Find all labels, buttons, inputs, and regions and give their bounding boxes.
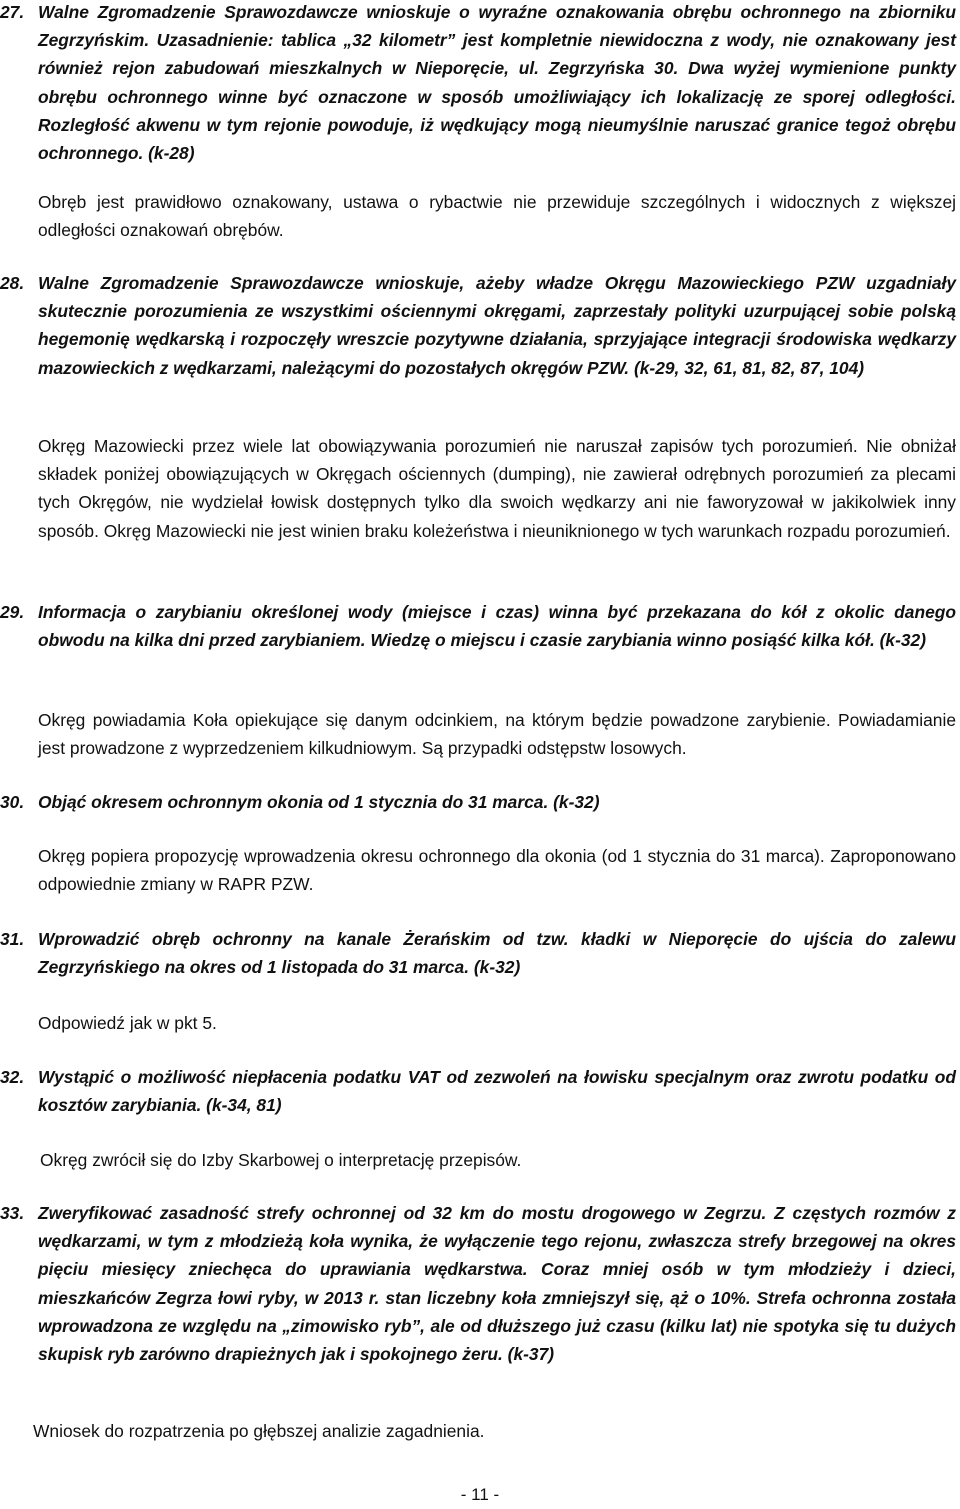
item-answer: Okręg zwrócił się do Izby Skarbowej o interpretację przepisów. <box>40 1150 522 1170</box>
item-answer: Okręg Mazowiecki przez wiele lat obowiązywania porozumień nie naruszał zapisów tych porozumień. Nie obniżał składek poniżej obowiązujących w Okręgach ościennych (dumping), nie zawierał odrębnych porozumień za plecami tych Okręgów, nie wydzielał łowisk dostępnych tylko dla swoich wędkarzy ani nie faworyzował w jakikolwiek inny sposób. Okręg Mazowiecki nie jest winien braku koleżeństwa i nieuniknionego w tych warunkach rozpadu porozumień. <box>38 436 956 541</box>
item-number: 31. <box>0 929 25 949</box>
item-number: 33. <box>0 1203 25 1223</box>
item-question: Wystąpić o możliwość niepłacenia podatku VAT od zezwoleń na łowisku specjalnym oraz zwrotu podatku od kosztów zarybiania. (k-34, 81) <box>38 1067 956 1116</box>
item-answer: Obręb jest prawidłowo oznakowany, ustawa o rybactwie nie przewiduje szczególnych i widocznych z większej odległości oznakowań obrębów. <box>38 192 956 241</box>
item-question: Wprowadzić obręb ochronny na kanale Żerańskim od tzw. kładki w Nieporęcie do ujścia do zalewu Zegrzyńskiego na okres od 1 listopada do 31 marca. (k-32) <box>38 929 956 978</box>
page-number: - 11 - <box>460 1485 500 1504</box>
item-question: Objąć okresem ochronnym okonia od 1 stycznia do 31 marca. (k-32) <box>38 792 600 812</box>
item-number: 27. <box>0 2 25 22</box>
item-answer: Odpowiedź jak w pkt 5. <box>38 1013 217 1033</box>
item-number: 29. <box>0 602 25 622</box>
item-question: Informacja o zarybianiu określonej wody (miejsce i czas) winna być przekazana do kół z okolic danego obwodu na kilka dni przed zarybianiem. Wiedzę o miejscu i czasie zarybiania winno posiąść kilka kół. (k-32) <box>38 602 956 651</box>
item-number: 28. <box>0 273 25 293</box>
item-answer: Wniosek do rozpatrzenia po głębszej analizie zagadnienia. <box>33 1421 485 1441</box>
item-answer: Okręg popiera propozycję wprowadzenia okresu ochronnego dla okonia (od 1 stycznia do 31 marca). Zaproponowano odpowiednie zmiany w RAPR PZW. <box>38 846 956 895</box>
item-question: Walne Zgromadzenie Sprawozdawcze wnioskuje, ażeby władze Okręgu Mazowieckiego PZW uzgadniały skutecznie porozumienia ze wszystkimi ościennymi okręgami, zaprzestały polityki uzurpującej sobie polską hegemonię wędkarską i rozpoczęły wreszcie pozytywne działania, sprzyjające integracji środowiska wędkarzy mazowieckich z wędkarzami, należącymi do pozostałych okręgów PZW. (k-29, 32, 61, 81, 82, 87, 104) <box>38 273 956 378</box>
item-question: Walne Zgromadzenie Sprawozdawcze wnioskuje o wyraźne oznakowania obrębu ochronnego na zbiorniku Zegrzyńskim. Uzasadnienie: tablica „32 kilometr” jest kompletnie niewidoczna z wody, nie oznakowany jest również rejon zabudowań mieszkalnych w Nieporęcie, ul. Zegrzyńska 30. Dwa wyżej wymienione punkty obrębu ochronnego winne być oznaczone w sposób umożliwiający ich lokalizację ze sporej odległości. Rozległość akwenu w tym rejonie powoduje, iż wędkujący mogą nieumyślnie naruszać granice tegoż obrębu ochronnego. (k-28) <box>38 2 956 164</box>
item-number: 30. <box>0 792 25 812</box>
item-answer: Okręg powiadamia Koła opiekujące się danym odcinkiem, na którym będzie powadzone zarybienie. Powiadamianie jest prowadzone z wyprzedzeniem kilkudniowym. Są przypadki odstępstw losowych. <box>38 710 956 759</box>
item-question: Zweryfikować zasadność strefy ochronnej od 32 km do mostu drogowego w Zegrzu. Z częstych rozmów z wędkarzami, w tym z młodzieżą koła wynika, że wyłączenie tego rejonu, zwłaszcza strefy brzegowej na okres pięciu miesięcy zniechęca do uprawiania wędkarstwa. Coraz mniej osób w tym młodzieży i dzieci, mieszkańców Zegrza łowi ryby, w 2013 r. stan liczebny koła zmniejszył się, ąż o 10%. Strefa ochronna została wprowadzona ze względu na „zimowisko ryb”, ale od dłuższego już czasu (kilku lat) nie spotyka się tu dużych skupisk ryb zarówno drapieżnych jak i spokojnego żeru. (k-37) <box>38 1203 956 1365</box>
item-number: 32. <box>0 1067 25 1087</box>
